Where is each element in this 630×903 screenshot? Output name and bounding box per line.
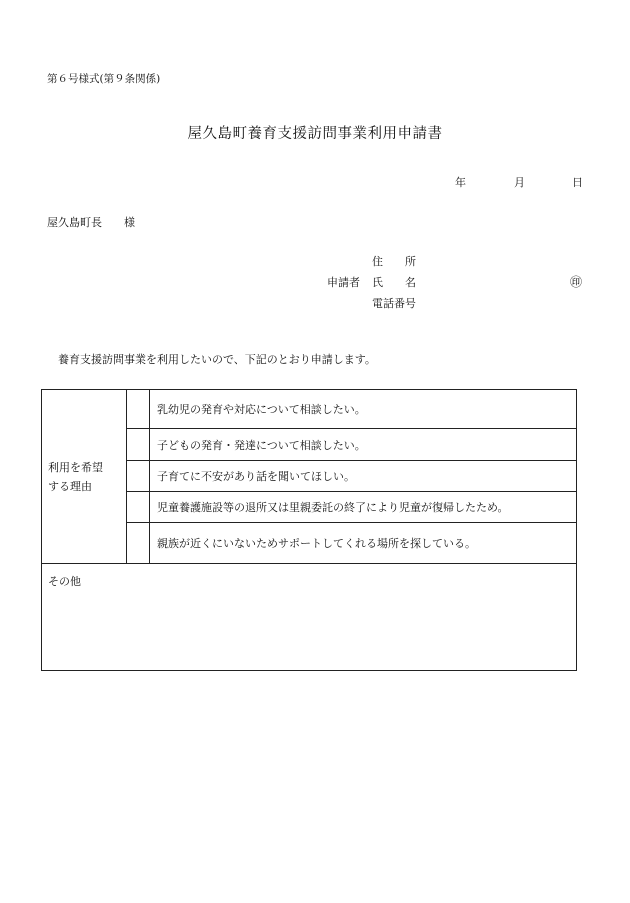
reason-row xyxy=(42,390,577,429)
reason-checkbox[interactable] xyxy=(127,492,150,523)
date-day-label: 日 xyxy=(572,176,583,189)
date-month-label: 月 xyxy=(514,176,525,189)
other-field[interactable] xyxy=(42,564,577,671)
reasons-table xyxy=(41,389,577,671)
reason-text: 乳幼児の発育や対応について相談したい。 xyxy=(150,390,577,429)
reason-checkbox[interactable] xyxy=(127,523,150,564)
date-year-label: 年 xyxy=(455,176,466,189)
document-title: 屋久島町養育支援訪問事業利用申請書 xyxy=(187,126,443,142)
reason-checkbox[interactable] xyxy=(127,461,150,492)
addressee: 屋久島町長 様 xyxy=(47,216,135,229)
reasons-header-line2: する理由 xyxy=(48,479,92,493)
other-row xyxy=(42,564,577,671)
phone-label: 電話番号 xyxy=(372,297,416,310)
reason-text: 子どもの発育・発達について相談したい。 xyxy=(150,429,577,461)
reason-text: 親族が近くにいないためサポートしてくれる場所を探している。 xyxy=(150,523,577,564)
other-label: その他 xyxy=(48,575,81,588)
reason-checkbox[interactable] xyxy=(127,429,150,461)
form-number: 第６号様式(第９条関係) xyxy=(47,73,161,85)
reason-text: 児童養護施設等の退所又は里親委託の終了により児童が復帰したため。 xyxy=(150,492,577,523)
name-label: 氏 名 xyxy=(372,276,416,289)
address-label: 住 所 xyxy=(372,255,416,268)
reason-text: 子育てに不安があり話を聞いてほしい。 xyxy=(150,461,577,492)
applicant-label: 申請者 xyxy=(327,276,360,289)
seal-mark: ㊞ xyxy=(570,275,583,289)
intro-text: 養育支援訪問事業を利用したいので、下記のとおり申請します。 xyxy=(58,353,376,366)
reasons-header xyxy=(42,390,127,564)
reasons-header-line1: 利用を希望 xyxy=(48,460,103,474)
reason-checkbox[interactable] xyxy=(127,390,150,429)
